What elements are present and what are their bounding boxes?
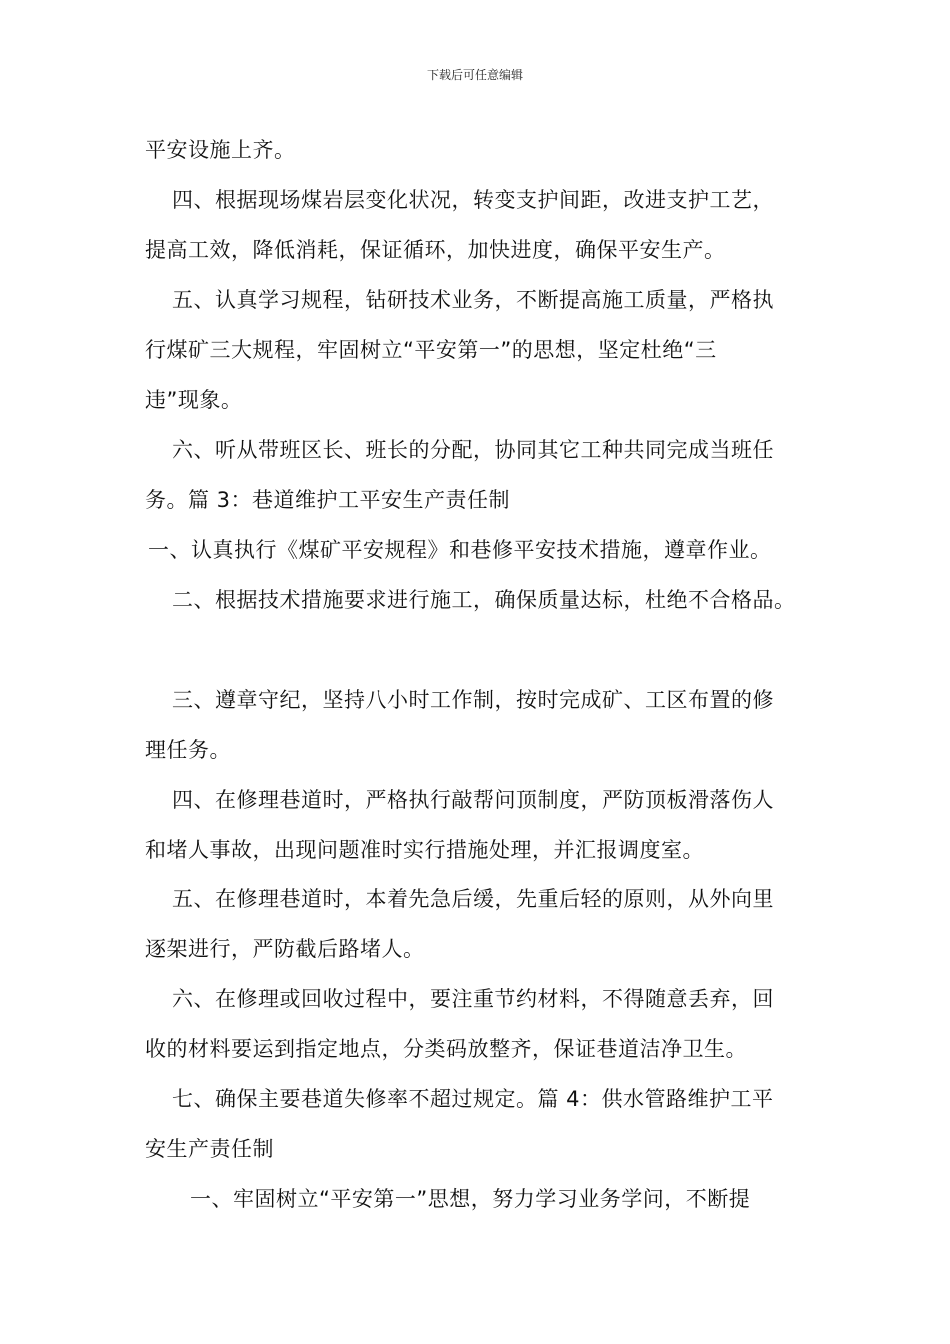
text-line: 一、牢固树立“平安第一”思想，努力学习业务学问，不断提 bbox=[190, 1187, 751, 1211]
text-line: 三、遵章守纪，坚持八小时工作制，按时完成矿、工区布置的修 bbox=[172, 688, 774, 712]
text-line: 安生产责任制 bbox=[145, 1137, 274, 1161]
text-line: 四、根据现场煤岩层变化状况，转变支护间距，改进支护工艺， bbox=[172, 188, 774, 212]
text-line: 逐架进行，严防截后路堵人。 bbox=[145, 937, 425, 961]
text-line: 六、在修理或回收过程中，要注重节约材料，不得随意丢弃，回 bbox=[172, 987, 774, 1011]
text-line: 理任务。 bbox=[145, 738, 231, 762]
text-line: 五、认真学习规程，钻研技术业务，不断提高施工质量，严格执 bbox=[172, 288, 774, 312]
text-line: 七、确保主要巷道失修率不超过规定。篇 4：供水管路维护工平 bbox=[172, 1087, 774, 1111]
text-line: 六、听从带班区长、班长的分配，协同其它工种共同完成当班任 bbox=[172, 438, 774, 462]
text-line: 四、在修理巷道时，严格执行敲帮问顶制度，严防顶板滑落伤人 bbox=[172, 788, 774, 812]
text-line: 和堵人事故，出现问题准时实行措施处理，并汇报调度室。 bbox=[145, 838, 704, 862]
text-line: 五、在修理巷道时，本着先急后缓，先重后轻的原则，从外向里 bbox=[172, 887, 774, 911]
text-line: 务。篇 3：巷道维护工平安生产责任制 bbox=[145, 488, 511, 512]
text-line: 平安设施上齐。 bbox=[145, 138, 296, 162]
page-header-note: 下载后可任意编辑 bbox=[426, 68, 523, 82]
text-line: 违”现象。 bbox=[145, 388, 243, 412]
text-line: 二、根据技术措施要求进行施工，确保质量达标，杜绝不合格品。 bbox=[172, 588, 796, 612]
text-line: 一、认真执行《煤矿平安规程》和巷修平安技术措施，遵章作业。 bbox=[148, 538, 772, 562]
text-line: 行煤矿三大规程，牢固树立“平安第一”的思想，坚定杜绝“三 bbox=[145, 338, 717, 362]
text-line: 提高工效，降低消耗，保证循环，加快进度，确保平安生产。 bbox=[145, 238, 726, 262]
text-line: 收的材料要运到指定地点，分类码放整齐，保证巷道洁净卫生。 bbox=[145, 1037, 747, 1061]
